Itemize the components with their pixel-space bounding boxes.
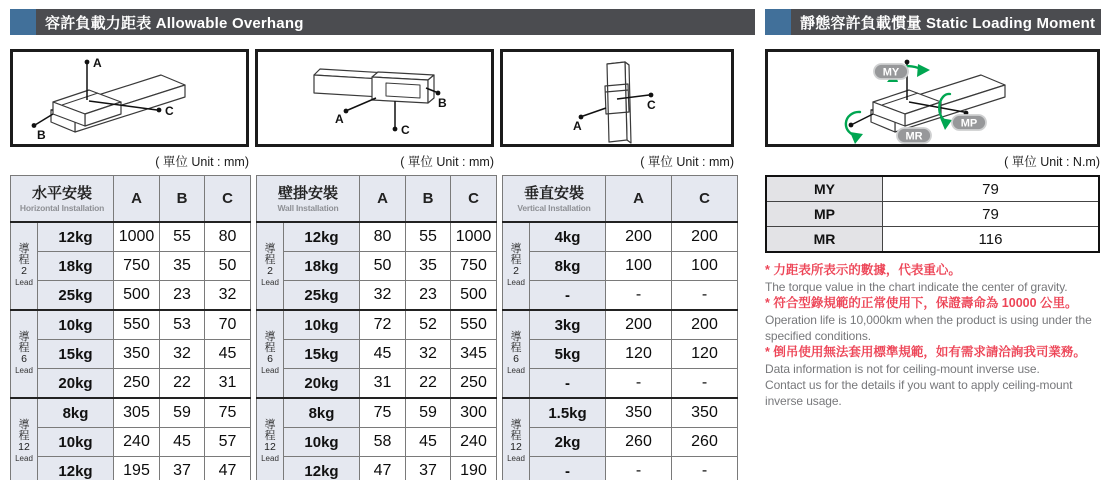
table-row — [503, 340, 738, 369]
load-cell: 18kg — [38, 252, 114, 281]
lead-zh-char: 程 — [264, 342, 276, 354]
value-cell: 55 — [160, 222, 205, 252]
value-cell: 47 — [205, 457, 251, 480]
value-cell: 58 — [360, 428, 406, 457]
label-a: A — [573, 119, 582, 133]
table-row — [11, 457, 251, 480]
load-cell: 20kg — [284, 369, 360, 399]
diagram-box-horizontal — [10, 49, 249, 147]
unit-label-mm: ( 單位 Unit : mm) — [640, 155, 734, 169]
value-cell: 500 — [451, 281, 497, 311]
lead-number: 2 — [267, 265, 273, 277]
table-row — [11, 398, 251, 428]
lead-zh-char: 程 — [510, 254, 522, 266]
table-title — [503, 176, 606, 223]
static-moment-table — [765, 175, 1100, 253]
value-cell: 75 — [205, 398, 251, 428]
label-a: A — [93, 56, 102, 70]
table-row — [503, 281, 738, 311]
lead-zh-char: 程 — [510, 430, 522, 442]
lead-number: 6 — [513, 353, 519, 365]
value-cell: 70 — [205, 310, 251, 340]
overhang-table — [502, 175, 738, 480]
overhang-section — [10, 9, 755, 480]
value-cell: 100 — [606, 252, 672, 281]
value-cell: - — [672, 369, 738, 399]
load-cell: 15kg — [38, 340, 114, 369]
horizontal-table-container — [10, 175, 251, 480]
moment-label: MY — [766, 176, 883, 202]
lead-en: Lead — [507, 366, 525, 375]
value-cell: 250 — [451, 369, 497, 399]
value-cell: 50 — [360, 252, 406, 281]
value-cell: 32 — [205, 281, 251, 311]
load-cell: 5kg — [530, 340, 606, 369]
lead-cell — [503, 398, 530, 480]
note-line-en: Contact us for the details if you want to apply ceiling-mount inverse usage. — [765, 378, 1073, 408]
unit-labels-row — [10, 149, 755, 167]
value-cell: 72 — [360, 310, 406, 340]
load-cell: 20kg — [38, 369, 114, 399]
overhang-tables-row — [10, 175, 755, 480]
value-cell: 250 — [114, 369, 160, 399]
value-cell: 32 — [160, 340, 205, 369]
lead-cell — [257, 222, 284, 310]
load-cell: 10kg — [38, 310, 114, 340]
table-row — [503, 369, 738, 399]
value-cell: 53 — [160, 310, 205, 340]
lead-en: Lead — [507, 454, 525, 463]
axis-labels — [335, 96, 447, 137]
load-cell: 10kg — [284, 428, 360, 457]
value-cell: 300 — [451, 398, 497, 428]
label-b: B — [37, 128, 46, 142]
my-badge-label: MY — [882, 66, 900, 79]
note-line-zh: * 倒吊使用無法套用標準規範，如有需求請洽詢我司業務。 — [765, 345, 1086, 359]
lead-zh-char: 程 — [510, 342, 522, 354]
vertical-installation-diagram — [503, 52, 731, 144]
value-cell: - — [606, 369, 672, 399]
value-cell: 190 — [451, 457, 497, 480]
value-cell: 750 — [451, 252, 497, 281]
value-cell: 200 — [606, 222, 672, 252]
label-a: A — [335, 112, 344, 126]
lead-cell — [257, 310, 284, 398]
value-cell: 22 — [406, 369, 451, 399]
label-c: C — [647, 98, 656, 112]
value-cell: 200 — [672, 222, 738, 252]
mp-badge-label: MP — [960, 117, 978, 130]
diagram-box-vertical — [500, 49, 734, 147]
value-cell: 35 — [406, 252, 451, 281]
overhang-table — [256, 175, 497, 480]
moment-diagram — [768, 52, 1097, 144]
lead-zh-char: 導 — [18, 243, 30, 255]
value-cell: 52 — [406, 310, 451, 340]
table-row — [11, 222, 251, 252]
value-cell: - — [672, 457, 738, 480]
table-row — [257, 310, 497, 340]
carriage — [372, 72, 434, 103]
value-cell: 80 — [205, 222, 251, 252]
value-cell: 200 — [606, 310, 672, 340]
load-cell: 10kg — [38, 428, 114, 457]
lead-number: 12 — [264, 441, 276, 453]
column-header: C — [205, 176, 251, 223]
moment-row — [766, 202, 1099, 227]
moment-table-container — [765, 175, 1101, 253]
table-row — [503, 428, 738, 457]
lead-en: Lead — [261, 366, 279, 375]
value-cell: - — [672, 281, 738, 311]
load-cell: - — [530, 457, 606, 480]
moment-label: MP — [766, 202, 883, 227]
table-row — [503, 310, 738, 340]
value-cell: 45 — [406, 428, 451, 457]
wall-installation-diagram — [258, 52, 491, 144]
note-line-en: Data information is not for ceiling-mount inverse use. — [765, 362, 1040, 376]
overhang-table — [10, 175, 251, 480]
table-title-zh: 壁掛安裝 — [277, 184, 338, 202]
value-cell: 22 — [160, 369, 205, 399]
section-header-right — [765, 9, 1101, 35]
label-c: C — [401, 123, 410, 137]
moment-diagram-row — [765, 49, 1101, 147]
lead-en: Lead — [15, 366, 33, 375]
value-cell: 195 — [114, 457, 160, 480]
table-row — [257, 222, 497, 252]
value-cell: 35 — [160, 252, 205, 281]
value-cell: 59 — [160, 398, 205, 428]
table-row — [257, 252, 497, 281]
lead-number: 2 — [513, 265, 519, 277]
table-title-en: Horizontal Installation — [19, 202, 105, 213]
unit-label-mm: ( 單位 Unit : mm) — [155, 155, 249, 169]
lead-zh-char: 導 — [264, 331, 276, 343]
value-cell: 32 — [360, 281, 406, 311]
note-line-en: The torque value in the chart indicate the center of gravity. — [765, 280, 1068, 294]
section-header-left — [10, 9, 755, 35]
table-row — [257, 281, 497, 311]
value-cell: 23 — [160, 281, 205, 311]
value-cell: 350 — [672, 398, 738, 428]
table-row — [11, 428, 251, 457]
lead-cell — [503, 310, 530, 398]
load-cell: 8kg — [530, 252, 606, 281]
value-cell: 47 — [360, 457, 406, 480]
value-cell: - — [606, 281, 672, 311]
value-cell: 32 — [406, 340, 451, 369]
value-cell: 350 — [114, 340, 160, 369]
lead-cell — [503, 222, 530, 310]
value-cell: 120 — [606, 340, 672, 369]
label-c: C — [165, 104, 174, 118]
load-cell: 1.5kg — [530, 398, 606, 428]
header-accent-square — [10, 9, 36, 35]
table-row — [503, 222, 738, 252]
load-cell: 3kg — [530, 310, 606, 340]
load-cell: 2kg — [530, 428, 606, 457]
lead-zh-char: 導 — [264, 243, 276, 255]
column-header: B — [406, 176, 451, 223]
table-row — [257, 428, 497, 457]
value-cell: 1000 — [451, 222, 497, 252]
lead-en: Lead — [261, 454, 279, 463]
table-row — [257, 340, 497, 369]
table-title-zh: 水平安裝 — [31, 184, 92, 202]
load-cell: 18kg — [284, 252, 360, 281]
value-cell: 37 — [160, 457, 205, 480]
label-b: B — [438, 96, 447, 110]
value-cell: 260 — [606, 428, 672, 457]
table-row — [503, 252, 738, 281]
moment-section — [765, 9, 1101, 409]
lead-number: 12 — [510, 441, 522, 453]
lead-number: 6 — [267, 353, 273, 365]
unit-label-mm: ( 單位 Unit : mm) — [400, 155, 494, 169]
lead-number: 6 — [21, 353, 27, 365]
diagram-row — [10, 49, 755, 147]
section-title-left: 容許負載力距表 Allowable Overhang — [45, 14, 304, 32]
value-cell: 200 — [672, 310, 738, 340]
value-cell: 75 — [360, 398, 406, 428]
lead-zh-char: 導 — [510, 419, 522, 431]
load-cell: 25kg — [284, 281, 360, 311]
table-row — [257, 398, 497, 428]
load-cell: 8kg — [38, 398, 114, 428]
column-header: A — [360, 176, 406, 223]
value-cell: 31 — [360, 369, 406, 399]
horizontal-installation-diagram — [13, 52, 246, 144]
table-title-en: Wall Installation — [277, 202, 339, 213]
value-cell: 500 — [114, 281, 160, 311]
note-line-zh: * 符合型錄規範的正常使用下，保證壽命為 10000 公里。 — [765, 296, 1078, 310]
table-row — [11, 252, 251, 281]
notes-block — [765, 262, 1106, 409]
value-cell: - — [606, 457, 672, 480]
value-cell: 1000 — [114, 222, 160, 252]
value-cell: 80 — [360, 222, 406, 252]
lead-cell — [257, 398, 284, 480]
lead-en: Lead — [507, 278, 525, 287]
moment-row — [766, 227, 1099, 253]
table-title — [257, 176, 360, 223]
table-header-row — [257, 176, 497, 223]
table-title-zh: 垂直安裝 — [523, 184, 584, 202]
lead-number: 12 — [18, 441, 30, 453]
load-cell: 12kg — [284, 222, 360, 252]
lead-cell — [11, 222, 38, 310]
load-cell: 4kg — [530, 222, 606, 252]
lead-cell — [11, 398, 38, 480]
value-cell: 37 — [406, 457, 451, 480]
lead-zh-char: 導 — [18, 331, 30, 343]
column-header: A — [114, 176, 160, 223]
column-header: C — [451, 176, 497, 223]
diagram-box-wall — [255, 49, 494, 147]
lead-zh-char: 程 — [18, 254, 30, 266]
column-header: C — [672, 176, 738, 223]
lead-zh-char: 程 — [264, 254, 276, 266]
moment-value: 79 — [883, 202, 1100, 227]
lead-en: Lead — [15, 278, 33, 287]
value-cell: 750 — [114, 252, 160, 281]
mr-badge-label: MR — [905, 130, 923, 143]
value-cell: 350 — [606, 398, 672, 428]
lead-zh-char: 程 — [18, 342, 30, 354]
note-line-zh: * 力距表所表示的數據，代表重心。 — [765, 263, 961, 277]
lead-number: 2 — [21, 265, 27, 277]
table-row — [257, 457, 497, 480]
column-header: A — [606, 176, 672, 223]
moment-label: MR — [766, 227, 883, 253]
table-row — [11, 310, 251, 340]
value-cell: 260 — [672, 428, 738, 457]
lead-zh-char: 導 — [510, 243, 522, 255]
value-cell: 57 — [205, 428, 251, 457]
moment-value: 116 — [883, 227, 1100, 253]
note-line-en: Operation life is 10,000km when the product is using under the specified conditions. — [765, 313, 1092, 343]
value-cell: 550 — [114, 310, 160, 340]
value-cell: 240 — [114, 428, 160, 457]
wall-table-container — [256, 175, 497, 480]
rail — [607, 62, 631, 143]
table-row — [257, 369, 497, 399]
lead-zh-char: 導 — [264, 419, 276, 431]
load-cell: - — [530, 281, 606, 311]
moment-value: 79 — [883, 176, 1100, 202]
vertical-table-container — [502, 175, 738, 480]
value-cell: 31 — [205, 369, 251, 399]
value-cell: 100 — [672, 252, 738, 281]
table-header-row — [11, 176, 251, 223]
column-header: B — [160, 176, 205, 223]
value-cell: 305 — [114, 398, 160, 428]
lead-cell — [11, 310, 38, 398]
table-header-row — [503, 176, 738, 223]
value-cell: 50 — [205, 252, 251, 281]
lead-en: Lead — [15, 454, 33, 463]
lead-zh-char: 程 — [264, 430, 276, 442]
lead-zh-char: 程 — [18, 430, 30, 442]
value-cell: 55 — [406, 222, 451, 252]
value-cell: 120 — [672, 340, 738, 369]
value-cell: 550 — [451, 310, 497, 340]
value-cell: 240 — [451, 428, 497, 457]
lead-zh-char: 導 — [510, 331, 522, 343]
table-title — [11, 176, 114, 223]
value-cell: 59 — [406, 398, 451, 428]
value-cell: 23 — [406, 281, 451, 311]
table-title-en: Vertical Installation — [517, 202, 591, 213]
lead-en: Lead — [261, 278, 279, 287]
value-cell: 45 — [360, 340, 406, 369]
table-row — [11, 340, 251, 369]
value-cell: 345 — [451, 340, 497, 369]
diagram-box-moment — [765, 49, 1100, 147]
load-cell: 8kg — [284, 398, 360, 428]
lead-zh-char: 導 — [18, 419, 30, 431]
value-cell: 45 — [205, 340, 251, 369]
table-row — [503, 398, 738, 428]
load-cell: 25kg — [38, 281, 114, 311]
load-cell: 10kg — [284, 310, 360, 340]
value-cell: 45 — [160, 428, 205, 457]
load-cell: 15kg — [284, 340, 360, 369]
table-row — [11, 369, 251, 399]
moment-row — [766, 176, 1099, 202]
section-title-right: 靜態容許負載慣量 Static Loading Moment — [800, 14, 1096, 32]
table-row — [11, 281, 251, 311]
table-row — [503, 457, 738, 480]
load-cell: 12kg — [38, 222, 114, 252]
header-accent-square — [765, 9, 791, 35]
load-cell: 12kg — [284, 457, 360, 480]
load-cell: - — [530, 369, 606, 399]
unit-label-nm: ( 單位 Unit : N.m) — [1004, 155, 1100, 169]
load-cell: 12kg — [38, 457, 114, 480]
